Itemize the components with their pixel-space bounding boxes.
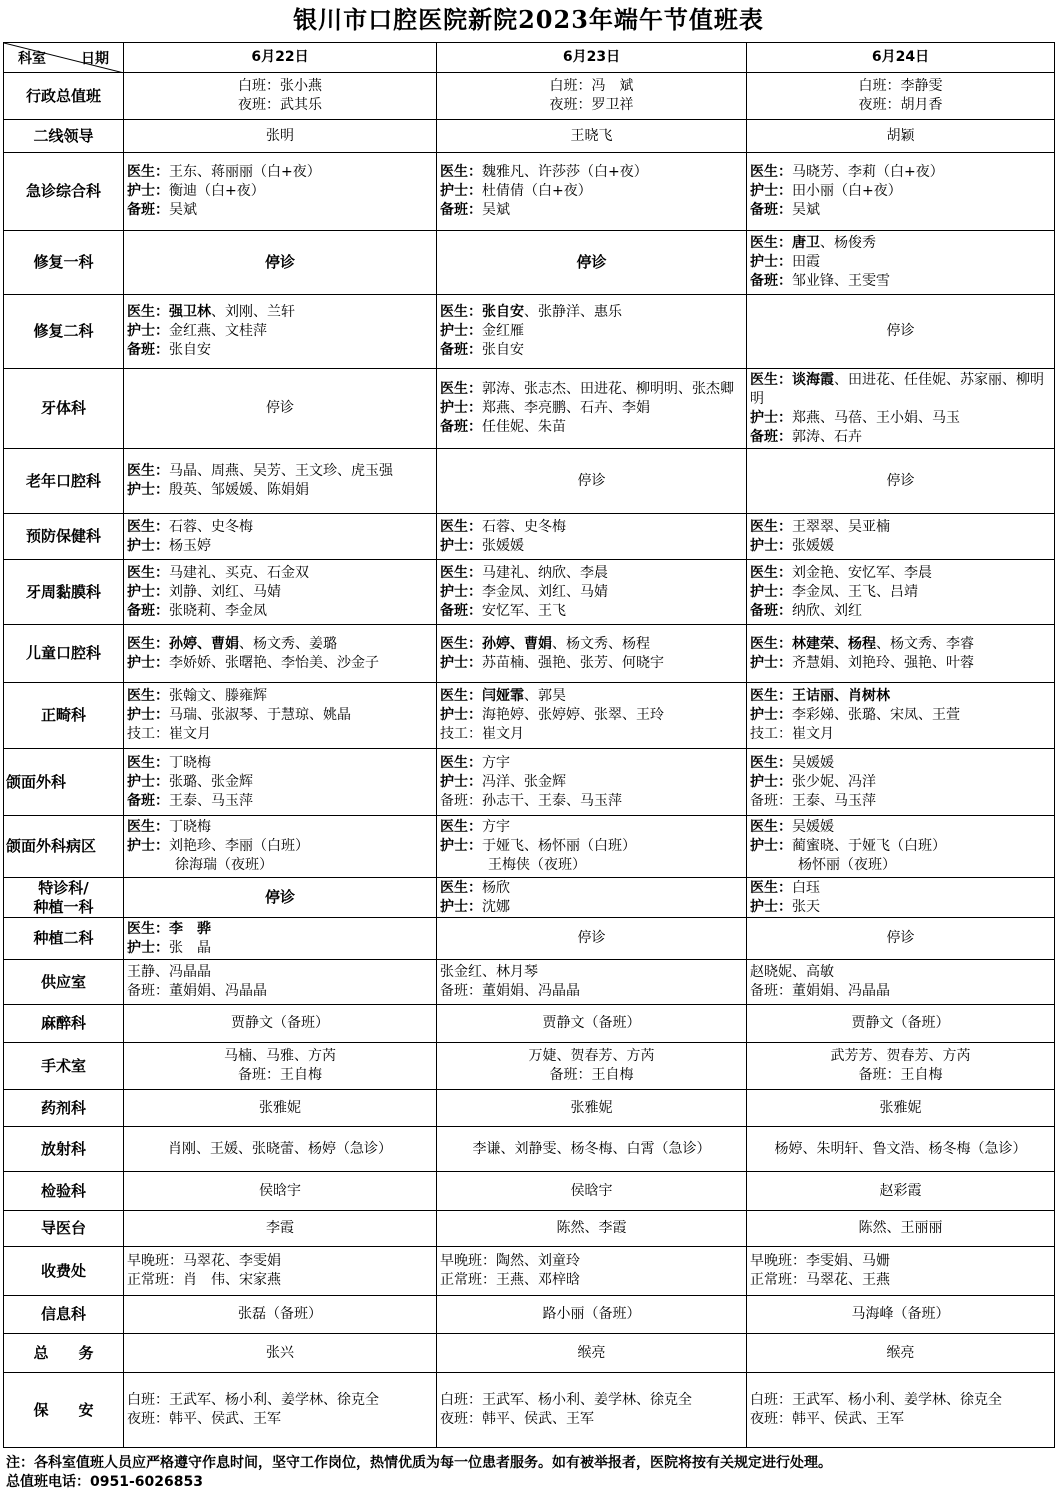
duty-cell: 医生：孙婷、曹娟、杨文秀、姜璐 护士：李娇娇、张曙艳、李怡美、沙金子 [124, 625, 437, 683]
table-row [4, 918, 1055, 960]
duty-cell: 张明 [124, 120, 437, 153]
duty-table [3, 42, 1055, 1448]
duty-cell: 白班：王武军、杨小利、姜学林、徐克全 夜班：韩平、侯武、王军 [124, 1373, 437, 1448]
dept-cell: 保 安 [4, 1373, 124, 1448]
duty-cell: 贾静文（备班） [437, 1005, 747, 1043]
dept-cell: 种植二科 [4, 918, 124, 960]
duty-cell: 胡颖 [747, 120, 1055, 153]
dept-cell: 行政总值班 [4, 73, 124, 120]
closed-cell: 停诊 [747, 918, 1055, 960]
duty-cell: 早晚班：陶然、刘童玲 正常班：王燕、邓梓晗 [437, 1247, 747, 1296]
dept-cell: 牙周黏膜科 [4, 560, 124, 625]
duty-cell: 缑亮 [747, 1334, 1055, 1373]
duty-cell: 王静、冯晶晶 备班：董娟娟、冯晶晶 [124, 960, 437, 1005]
dept-header: 科室 [18, 51, 46, 67]
duty-cell: 武芳芳、贺春芳、方芮 备班：王自梅 [747, 1043, 1055, 1090]
table-row [4, 1090, 1055, 1127]
duty-cell: 杨婷、朱明轩、鲁文浩、杨冬梅（急诊） [747, 1127, 1055, 1172]
duty-cell: 白班：王武军、杨小利、姜学林、徐克全 夜班：韩平、侯武、王军 [437, 1373, 747, 1448]
table-row [4, 1296, 1055, 1334]
table-row [4, 1043, 1055, 1090]
table-row [4, 1211, 1055, 1247]
duty-cell: 白班：冯 斌 夜班：罗卫祥 [437, 73, 747, 120]
dept-cell: 药剂科 [4, 1090, 124, 1127]
duty-cell: 贾静文（备班） [124, 1005, 437, 1043]
date-header: 日期 [81, 51, 109, 67]
duty-cell: 万婕、贺春芳、方芮 备班：王自梅 [437, 1043, 747, 1090]
dept-cell: 收费处 [4, 1247, 124, 1296]
closed-cell: 停诊 [124, 878, 437, 918]
table-row [4, 1005, 1055, 1043]
duty-cell: 早晚班：马翠花、李雯娟 正常班：肖 伟、宋家燕 [124, 1247, 437, 1296]
closed-cell: 停诊 [124, 369, 437, 449]
table-row [4, 878, 1055, 918]
footer-note-text: 注：各科室值班人员应严格遵守作息时间，坚守工作岗位，热情优质为每一位患者服务。如有被举报者，医院将按有关规定进行处理。 [6, 1455, 832, 1471]
dept-cell: 麻醉科 [4, 1005, 124, 1043]
duty-cell: 贾静文（备班） [747, 1005, 1055, 1043]
table-row [4, 120, 1055, 153]
dept-cell: 牙体科 [4, 369, 124, 449]
table-row [4, 295, 1055, 369]
duty-cell: 赵晓妮、高敏 备班：董娟娟、冯晶晶 [747, 960, 1055, 1005]
duty-cell: 侯晗宇 [437, 1172, 747, 1211]
header-corner [4, 43, 124, 73]
duty-cell: 医生：马建礼、纳欣、李晨 护士：李金凤、刘红、马婧 备班：安忆军、王飞 [437, 560, 747, 625]
dept-cell: 供应室 [4, 960, 124, 1005]
table-row [4, 625, 1055, 683]
table-row [4, 514, 1055, 560]
duty-cell: 医生：孙婷、曹娟、杨文秀、杨程 护士：苏苗楠、强艳、张芳、何晓宇 [437, 625, 747, 683]
duty-cell: 医生：强卫林、刘刚、兰轩 护士：金红燕、文桂萍 备班：张自安 [124, 295, 437, 369]
duty-cell: 王晓飞 [437, 120, 747, 153]
dept-cell: 老年口腔科 [4, 449, 124, 514]
closed-cell: 停诊 [437, 918, 747, 960]
duty-cell: 医生：马晶、周燕、吴芳、王文珍、虎玉强 护士：殷英、邹媛媛、陈娟娟 [124, 449, 437, 514]
table-row [4, 153, 1055, 231]
page-title: 银川市口腔医院新院2023年端午节值班表 [293, 5, 764, 34]
closed-cell: 停诊 [747, 295, 1055, 369]
dept-cell: 放射科 [4, 1127, 124, 1172]
duty-cell: 白班：李静雯 夜班：胡月香 [747, 73, 1055, 120]
dept-cell: 预防保健科 [4, 514, 124, 560]
duty-cell: 医生：丁晓梅 护士：刘艳珍、李丽（白班） 徐海瑞（夜班） [124, 816, 437, 878]
table-row [4, 960, 1055, 1005]
dept-cell: 检验科 [4, 1172, 124, 1211]
duty-cell: 医生：方宇 护士：于娅飞、杨怀丽（白班） 王梅侠（夜班） [437, 816, 747, 878]
duty-cell: 医生：王翠翠、吴亚楠 护士：张媛媛 [747, 514, 1055, 560]
duty-cell: 医生：张翰文、滕雍辉 护士：马瑞、张淑琴、于慧琼、姚晶 技工：崔文月 [124, 683, 437, 749]
table-row [4, 1334, 1055, 1373]
table-row [4, 449, 1055, 514]
date-col-1: 6月22日 [124, 43, 437, 73]
dept-cell: 特诊科/ 种植一科 [4, 878, 124, 918]
duty-cell: 赵彩霞 [747, 1172, 1055, 1211]
date-col-2: 6月23日 [437, 43, 747, 73]
closed-cell: 停诊 [437, 449, 747, 514]
table-row [4, 1247, 1055, 1296]
table-row [4, 683, 1055, 749]
closed-cell: 停诊 [124, 231, 437, 295]
duty-cell: 医生：马建礼、买克、石金双 护士：刘静、刘红、马婧 备班：张晓莉、李金凤 [124, 560, 437, 625]
duty-cell: 医生：郭涛、张志杰、田进花、柳明明、张杰卿 护士：郑燕、李亮鹏、石卉、李娟 备班：任佳妮、朱苗 [437, 369, 747, 449]
table-row [4, 1127, 1055, 1172]
duty-cell: 医生：王诘丽、肖树林 护士：李彩娣、张璐、宋凤、王萱 技工：崔文月 [747, 683, 1055, 749]
table-row [4, 749, 1055, 816]
dept-cell: 信息科 [4, 1296, 124, 1334]
closed-cell: 停诊 [437, 231, 747, 295]
duty-cell: 缑亮 [437, 1334, 747, 1373]
duty-cell: 医生：唐卫、杨俊秀 护士：田霞 备班：邹业锋、王雯雪 [747, 231, 1055, 295]
duty-cell: 医生：王东、蒋丽丽（白+夜） 护士：衡迪（白+夜） 备班：吴斌 [124, 153, 437, 231]
duty-cell: 医生：杨欣 护士：沈娜 [437, 878, 747, 918]
duty-cell: 医生：谈海霞、田进花、任佳妮、苏家丽、柳明明 护士：郑燕、马蓓、王小娟、马玉 备班：郭涛、石卉 [747, 369, 1055, 449]
dept-cell: 急诊综合科 [4, 153, 124, 231]
duty-cell: 医生：魏雅凡、许莎莎（白+夜） 护士：杜倩倩（白+夜） 备班：吴斌 [437, 153, 747, 231]
table-row [4, 816, 1055, 878]
dept-cell: 导医台 [4, 1211, 124, 1247]
duty-cell: 医生：闫娅霏、郭昊 护士：海艳婷、张婷婷、张翠、王玲 技工：崔文月 [437, 683, 747, 749]
table-row [4, 369, 1055, 449]
duty-cell: 马楠、马雅、方芮 备班：王自梅 [124, 1043, 437, 1090]
dept-cell: 正畸科 [4, 683, 124, 749]
duty-cell: 医生：吴媛媛 护士：蔺蜜晓、于娅飞（白班） 杨怀丽（夜班） [747, 816, 1055, 878]
duty-cell: 张金红、林月琴 备班：董娟娟、冯晶晶 [437, 960, 747, 1005]
duty-cell: 张磊（备班） [124, 1296, 437, 1334]
dept-cell: 修复二科 [4, 295, 124, 369]
table-row [4, 231, 1055, 295]
duty-cell: 李谦、刘静雯、杨冬梅、白霄（急诊） [437, 1127, 747, 1172]
footer-phone: 总值班电话：0951-6026853 [6, 1474, 203, 1490]
duty-cell: 医生：方宇 护士：冯洋、张金辉 备班：孙志干、王泰、马玉萍 [437, 749, 747, 816]
duty-cell: 张雅妮 [747, 1090, 1055, 1127]
duty-cell: 医生：李 骅 护士：张 晶 [124, 918, 437, 960]
duty-cell: 肖刚、王媛、张晓蕾、杨婷（急诊） [124, 1127, 437, 1172]
duty-cell: 路小丽（备班） [437, 1296, 747, 1334]
duty-cell: 医生：石蓉、史冬梅 护士：张媛媛 [437, 514, 747, 560]
duty-cell: 陈然、王丽丽 [747, 1211, 1055, 1247]
dept-cell: 二线领导 [4, 120, 124, 153]
dept-cell: 儿童口腔科 [4, 625, 124, 683]
dept-cell: 修复一科 [4, 231, 124, 295]
dept-cell: 手术室 [4, 1043, 124, 1090]
duty-cell: 张雅妮 [124, 1090, 437, 1127]
dept-cell: 颌面外科病区 [4, 816, 124, 878]
duty-cell: 医生：张自安、张静洋、惠乐 护士：金红雁 备班：张自安 [437, 295, 747, 369]
table-row [4, 1172, 1055, 1211]
duty-cell: 马海峰（备班） [747, 1296, 1055, 1334]
duty-cell: 侯晗宇 [124, 1172, 437, 1211]
duty-cell: 张雅妮 [437, 1090, 747, 1127]
duty-cell: 李霞 [124, 1211, 437, 1247]
duty-cell: 早晚班：李雯娟、马姗 正常班：马翠花、王燕 [747, 1247, 1055, 1296]
duty-cell: 医生：刘金艳、安忆军、李晨 护士：李金凤、王飞、吕靖 备班：纳欣、刘红 [747, 560, 1055, 625]
duty-cell: 医生：石蓉、史冬梅 护士：杨玉婷 [124, 514, 437, 560]
duty-cell: 陈然、李霞 [437, 1211, 747, 1247]
date-col-3: 6月24日 [747, 43, 1055, 73]
footer-note [6, 1454, 832, 1492]
closed-cell: 停诊 [747, 449, 1055, 514]
duty-cell: 张兴 [124, 1334, 437, 1373]
duty-cell: 医生：吴媛媛 护士：张少妮、冯洋 备班：王泰、马玉萍 [747, 749, 1055, 816]
duty-cell: 白班：张小燕 夜班：武其乐 [124, 73, 437, 120]
duty-cell: 医生：马晓芳、李莉（白+夜） 护士：田小丽（白+夜） 备班：吴斌 [747, 153, 1055, 231]
table-row [4, 1373, 1055, 1448]
table-row [4, 73, 1055, 120]
dept-cell: 颌面外科 [4, 749, 124, 816]
table-row [4, 560, 1055, 625]
duty-cell: 白班：王武军、杨小利、姜学林、徐克全 夜班：韩平、侯武、王军 [747, 1373, 1055, 1448]
dept-cell: 总 务 [4, 1334, 124, 1373]
duty-cell: 医生：白珏 护士：张天 [747, 878, 1055, 918]
duty-cell: 医生：林建荣、杨程、杨文秀、李睿 护士：齐慧娟、刘艳玲、强艳、叶蓉 [747, 625, 1055, 683]
duty-cell: 医生：丁晓梅 护士：张璐、张金辉 备班：王泰、马玉萍 [124, 749, 437, 816]
